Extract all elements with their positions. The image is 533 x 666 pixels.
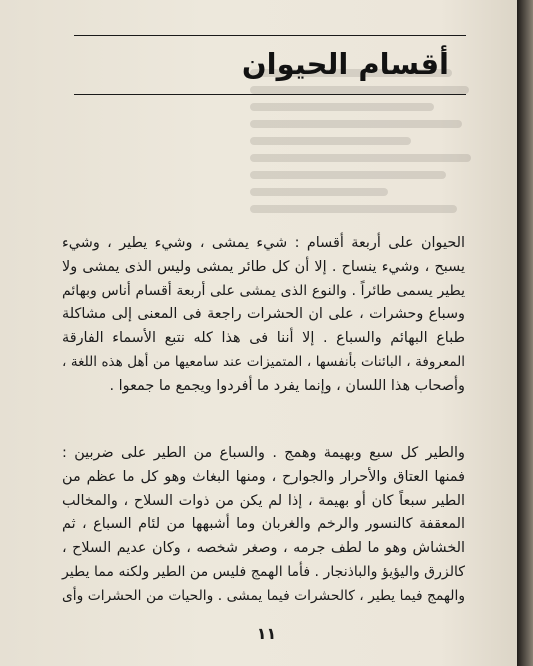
heading-rule-top (74, 35, 466, 36)
text-line: والهمج فيما يطير ، كالحشرات فيما يمشى . والحيات من الحشرات وأى (62, 587, 465, 604)
text-line: والطير كل سبع وبهيمة وهمج . والسباع من الطير على ضربين : (62, 445, 465, 461)
show-through-text (250, 60, 480, 260)
text-line: فمنها العتاق والأحرار والجوارح ، ومنها البغاث وهو كل ما عظم من (62, 468, 465, 485)
text-line: يطير يسمى طائراً . والنوع الذى يمشى على أربعة أقسام أناس وبهائم (62, 282, 465, 299)
text-line: الخشاش وهو ما لطف جرمه ، وصغر شخصه ، وكان عديم السلاح ، (62, 540, 465, 557)
text-line: طباع البهائم والسباع . إلا أننا فى هذا كله نتبع الأسماء الفارقة (62, 330, 465, 347)
next-page-edge (517, 0, 533, 666)
chapter-heading: أقسام الحيوان (241, 47, 449, 81)
page-number: ١١ (256, 624, 277, 643)
text-line: وأصحاب هذا اللسان ، وإنما يفرد ما أفردوا ويجمع ما جمعوا . (109, 377, 465, 394)
heading-rule-bottom (74, 94, 466, 95)
text-line: كالزرق واليؤيؤ والباذنجار . فأما الهمج فليس من الطير ولكنه مما يطير (61, 563, 465, 580)
paragraph-1 (62, 232, 465, 399)
text-line: الحيوان على أربعة أقسام : شيء يمشى ، وشيء يطير ، وشيء (62, 235, 465, 251)
text-line: الطير سبعاً كان أو بهيمة ، إذا لم يكن من ذوات السلاح ، والمخالب (62, 492, 465, 509)
text-line: وسباع وحشرات ، على ان الحشرات راجعة فى المعنى إلى مشاكلة (62, 306, 465, 323)
text-line: يسبح ، وشيء ينساح . إلا أن كل طائر يمشى وليس الذى يمشى ولا (62, 258, 465, 275)
text-line: المعروفة ، البائنات بأنفسها ، المتميزات عند سامعيها من أهل هذه اللغة ، (62, 353, 465, 370)
text-line: المعقفة كالنسور والرخم والغربان وما أشبهها من لئام السباع ، ثم (62, 516, 465, 533)
paragraph-2 (62, 442, 465, 609)
